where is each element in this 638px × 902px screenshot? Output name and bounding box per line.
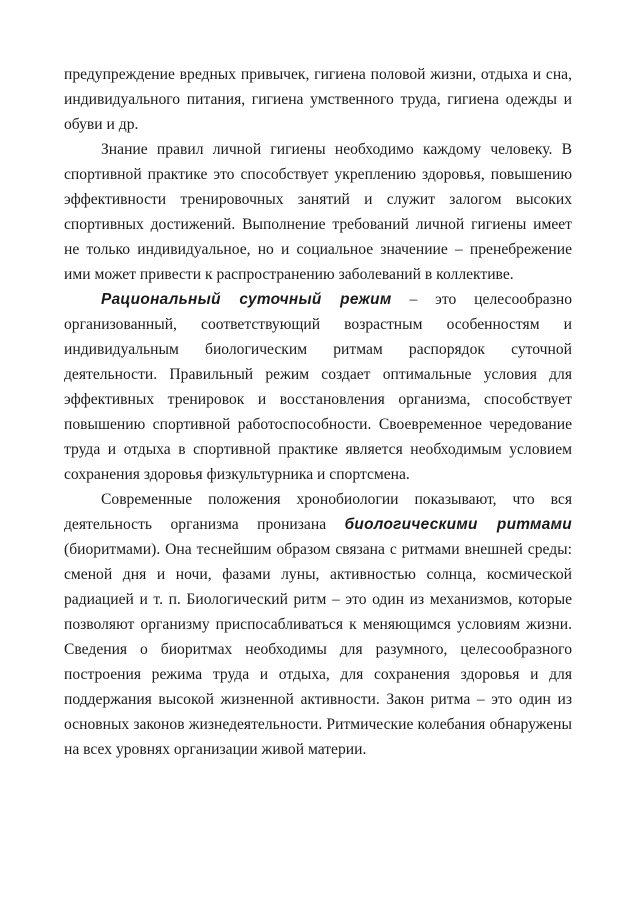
paragraph-hygiene-knowledge [64, 137, 572, 287]
term-biological-rhythms: биологическими ритмами [344, 516, 572, 533]
paragraph-text: (биоритмами). Она теснейшим образом связана с ритмами внешней среды: сменой дня и ночи, фазами луны, активностью солнца, космической радиацией и т. п. Биологический ритм – это один из механизмов, которые позволяют организму приспосабливаться к меняющимся условиям жизни. Сведения о биоритмах необходимы для разумного, целесообразного построения режима труда и отдыха, для сохранения здоровья и для поддержания высокой жизненной активности. Закон ритма – это один из основных законов жизнедеятельности. Ритмические колебания обнаружены на всех уровнях организации живой материи. [64, 541, 572, 758]
term-daily-regime: Рациональный суточный режим [101, 291, 392, 308]
paragraph-text: Современные положения хронобиологии показывают, что вся деятельность организма пронизана [64, 491, 572, 533]
document-page [64, 62, 572, 762]
paragraph-text: предупреждение вредных привычек, гигиена половой жизни, отдыха и сна, индивидуального питания, гигиена умственного труда, гигиена одежды и обуви и др. [64, 66, 572, 133]
paragraph-text: – это целесообразно организованный, соответствующий возрастным особенностям и индивидуальным биологическим ритмам распорядок суточной деятельности. Правильный режим создает оптимальные условия для эффективных тренировок и восстановления организма, способствует повышению спортивной работоспособности. Своевременное чередование труда и отдыха в спортивной практике является необходимым условием сохранения здоровья физкультурника и спортсмена. [64, 291, 572, 483]
paragraph-hygiene-list [64, 62, 572, 137]
paragraph-text: Знание правил личной гигиены необходимо каждому человеку. В спортивной практике это способствует укреплению здоровья, повышению эффективности тренировочных занятий и служит залогом высоких спортивных достижений. Выполнение требований личной гигиены имеет не только индивидуальное, но и социальное значениие – пренебрежение ими может привести к распространению заболеваний в коллективе. [64, 141, 572, 283]
paragraph-biorhythms [64, 487, 572, 762]
paragraph-daily-regime [64, 287, 572, 487]
